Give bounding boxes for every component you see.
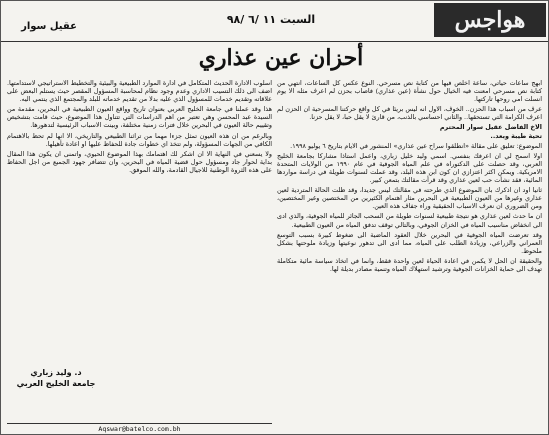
letter-paragraph: وقد تعرضت المياه الجوفية في البحرين خلال العقود الماضية الى ضغوط كبيرة بسبب التوسع العمراني والزراعي، وزيادة الطلب على المياه، مما ادى الى تدهور نوعيتها وزيادة ملوحتها بشكل ملحوظ. bbox=[277, 230, 542, 255]
letter-signature bbox=[11, 367, 101, 389]
column-author: عقيل سوار bbox=[21, 21, 77, 32]
letter-paragraph: هذا وقد عملنا في جامعة الخليج العربي بعنوان تاريخ وواقع العيون الطبيعية في البحرين، مقدمة من السيدة عبد المحسن وهي تعتبر من اهم الدراسات التي تتناول هذا الموضوع، حيث قامت بتشخيص وتقييم حالة العيون في البحرين خلال فترات زمنية مختلفة، وبينت الاسباب الرئيسية لتدهورها. bbox=[7, 105, 272, 130]
letter-paragraph: ثانيا اود ان اذكرك بان الموضوع الذي طرحته في مقالتك ليس جديدا، وقد ظلت الحالة المتردية لعين عذاري وغيرها من العيون الطبيعية في البحرين مثار اهتمام الكثيرين من المختصين وغير المختصين، ومن الضروري ان نعرف الاسباب الحقيقية وراء جفاف هذه العين. bbox=[277, 186, 542, 211]
column-header bbox=[1, 1, 549, 42]
letter-greeting: الاخ الفاضل عقيل سوار المحترم تحية طيبة وبعد.. bbox=[439, 123, 542, 140]
article-intro-2: عرف من اسباب هذا الحزن.. الخوف، الاول انه ليس بريئا في كل واقع حركتنا المسرحية ان الحزن لم اعرف الكرامة التي تستحقها.. والثاني احساسي بالذنب، من قارئ لا يقل حبا، لا يقل حزنا. bbox=[277, 105, 542, 122]
letter-paragraph: الموضوع: تعليق على مقالة «انطلقوا سراح عين عذاري» المنشور في الايام بتاريخ ٦ يوليو ١٩٩٨. bbox=[290, 141, 542, 150]
letter-paragraph: اسلوب الادارة الحديث المتكامل في ادارة الموارد الطبيعية والبيئية والتخطيط الاستراتيجي لاستدامتها. اضف الى ذلك التسيب الاداري وعدم وجود نظام لمحاسبة المسؤول المقصر حيث يستلم البعض على علاقاته وتقديم خدمات للمسؤول الذي عليه بدلا من تقديم خدماته للبلد والمجتمع الذي ينتمي اليه. bbox=[7, 79, 272, 104]
letter-paragraph: ولا يسعني في النهاية الا ان اشكر لك اهتمامك بهذا الموضوع الحيوي، واتمنى ان يكون هذا المقال بداية لحوار جاد ومسؤول حول قضية المياه في البحرين، وان تتضافر جهود الجميع من اجل الحفاظ على هذه الثروة الوطنية للاجيال القادمة، والله الموفق. bbox=[7, 149, 272, 174]
article-column-left bbox=[7, 79, 272, 339]
letter-paragraph: والحقيقة ان الحل لا يكمن في اعادة الحياة لعين واحدة فقط، وانما في اتخاذ سياسة مائية متكاملة تهدف الى حماية الخزانات الجوفية وترشيد استهلاك المياه وتنمية مصادر بديلة لها. bbox=[277, 256, 542, 273]
article-column-right bbox=[277, 79, 542, 429]
letter-paragraph: اولا اسمح لي ان اعرفك بنفسي. اسمي وليد خليل زباري، واعمل استاذا مشاركا بجامعة الخليج العربي، وقد حصلت على الدكتوراه في علم المياه الجوفية في عام ١٩٩٠ من الولايات المتحدة الامريكية. ويمكن اكثر اعتزازي ان كون ابن هذه البلد، وقد عملت لسنوات طويلة في دراسة مواردها المائية، فقد نشأت حب لعين عذاري وقد قرأت مقالتك بتمعن كبير. bbox=[277, 151, 542, 185]
publication-date: السبت ١١ /٦ /٩٨ bbox=[226, 13, 316, 26]
column-masthead: هواجس bbox=[434, 3, 546, 37]
article-title: أحزان عين عذاري bbox=[198, 45, 364, 71]
signature-affiliation: جامعة الخليج العربي bbox=[16, 379, 96, 388]
letter-paragraph: ان ما حدث لعين عذاري هو نتيجة طبيعية لسنوات طويلة من السحب الجائر للمياه الجوفية، والذي ادى الى انخفاض مناسيب المياه في الخزان الجوفي، وبالتالي توقف تدفق المياه من العيون الطبيعية. bbox=[277, 212, 542, 229]
author-email[interactable]: Aqswar@batelco.com.bh bbox=[7, 423, 272, 434]
letter-paragraph: وبالرغم من ان هذه العيون تمثل جزءا مهما من تراثنا الطبيعي والتاريخي، الا انها لم تحظ بالاهتمام الكافي من الجهات المسؤولة، ولم تتخذ اي خطوات جادة للحفاظ عليها او اعادة تأهيلها. bbox=[7, 131, 272, 148]
signature-name: د. وليد زباري bbox=[30, 368, 82, 377]
article-intro: ابهج ساعات حياتي، ساعة اخلص فيها من كتابة نص مسرحي. النوع عكس كل الساعات، انتهي من كتابة نص مسرحي امعنت فيه الخيال حول نشأة (عين عذاري) فاصاب بحزن لم اعرف مثله الا يوم انسلت امي روحها تاركتها. bbox=[277, 79, 542, 104]
